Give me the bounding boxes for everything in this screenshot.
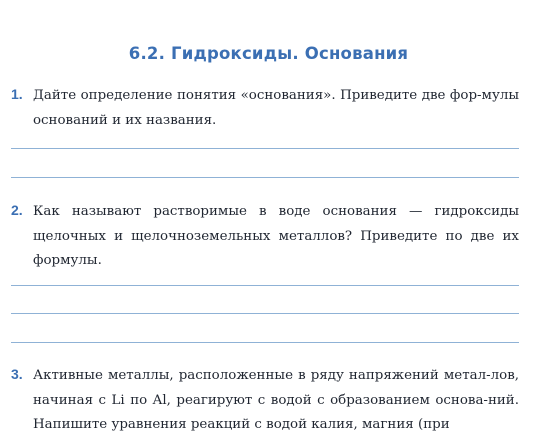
answer-line[interactable] bbox=[11, 285, 519, 286]
answer-line[interactable] bbox=[11, 313, 519, 314]
question-text: Активные металлы, расположенные в ряду напряжений метал-лов, начиная с Li по Al, реагируют с водой с образованием основа-ний. Напишите уравнения реакций с водой калия, магния (при bbox=[33, 368, 519, 432]
question-number: 3. bbox=[11, 366, 23, 382]
question-number: 2. bbox=[11, 202, 23, 218]
question-text: Дайте определение понятия «основания». Приведите две фор-мулы оснований и их названия. bbox=[33, 88, 519, 128]
answer-line[interactable] bbox=[11, 342, 519, 343]
section-title: 6.2. Гидроксиды. Основания bbox=[128, 44, 409, 63]
question-text: Как называют растворимые в воде основания — гидроксиды щелочных и щелочноземельных металлов? Приведите по две их формулы. bbox=[33, 204, 519, 268]
answer-line[interactable] bbox=[11, 177, 519, 178]
answer-line[interactable] bbox=[11, 148, 519, 149]
question-number: 1. bbox=[11, 86, 23, 102]
